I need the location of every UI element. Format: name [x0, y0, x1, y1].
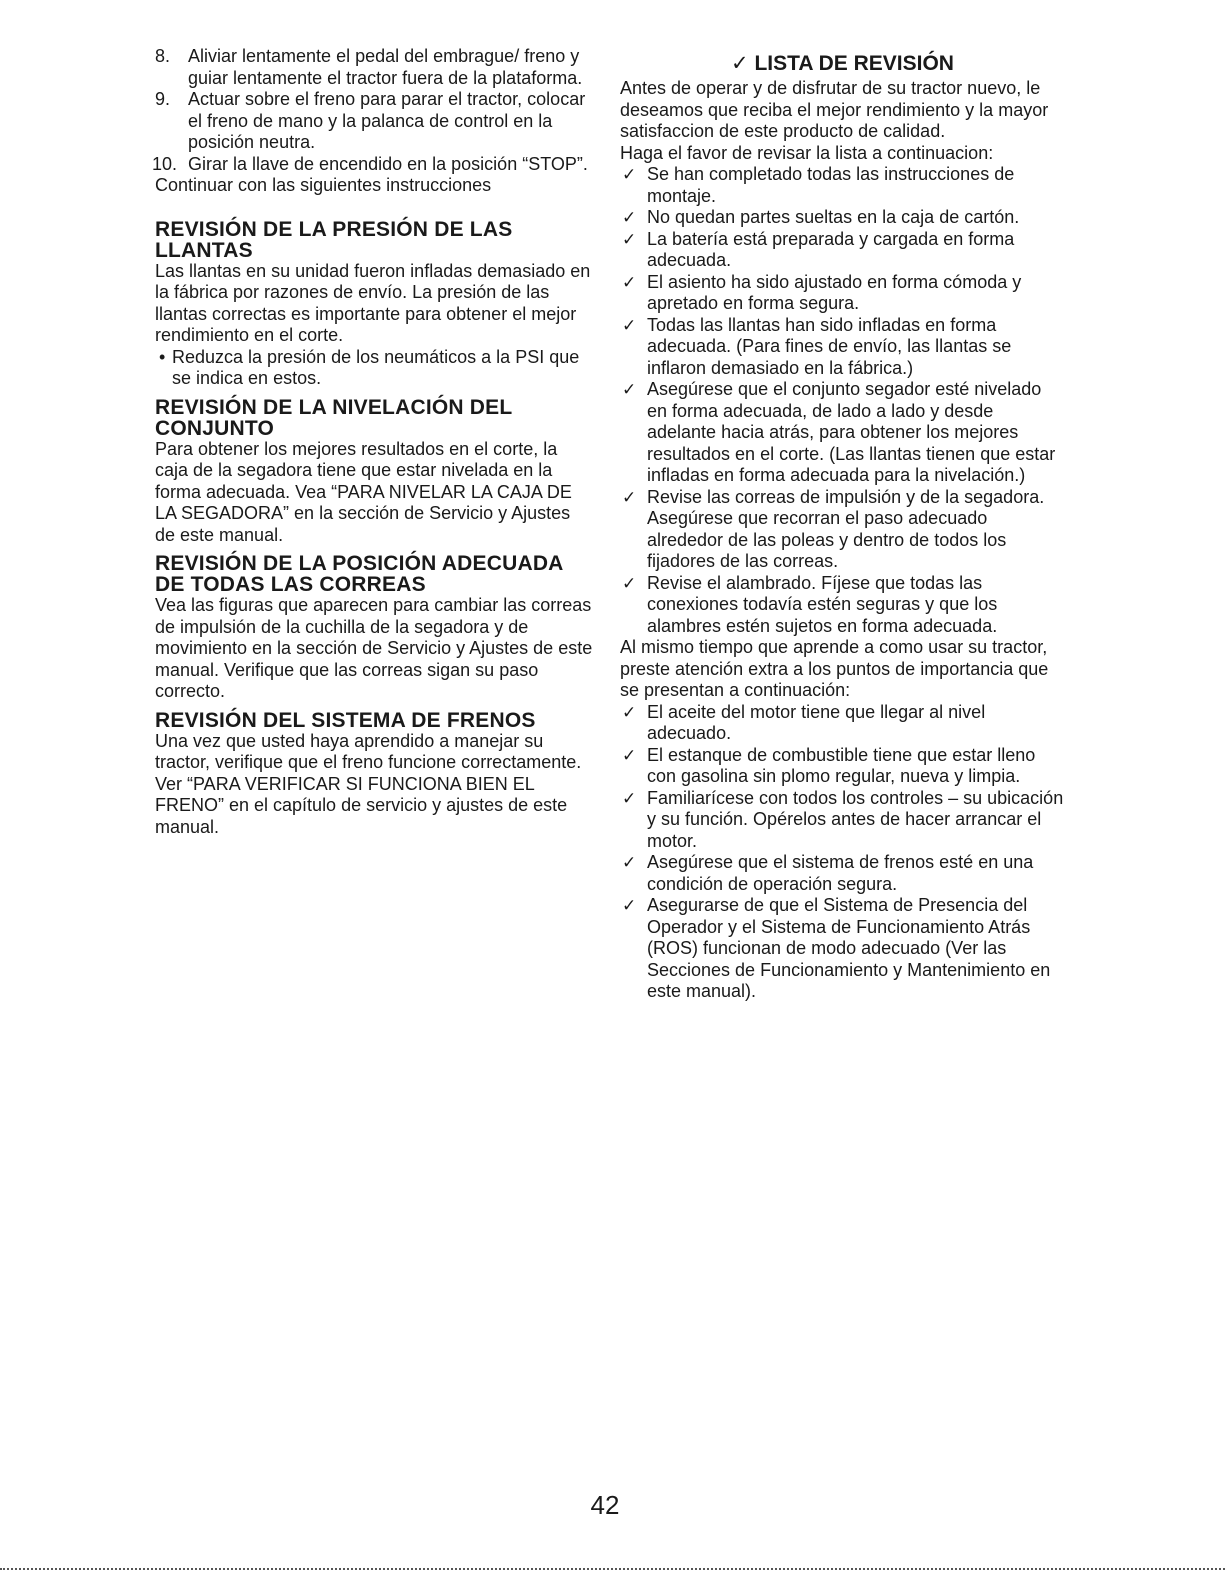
check-mark-icon: ✓: [622, 702, 637, 722]
section-body-tire-pressure: Las llantas en su unidad fueron infladas demasiado en la fábrica por razones de envío. La presión de las llantas correctas es importante para obtener el mejor rendimiento en el corte.: [155, 260, 591, 345]
checklist-title: [620, 52, 1065, 76]
checklist-item: [620, 207, 1065, 229]
step-9: [155, 89, 595, 154]
check-mark-icon: ✓: [622, 745, 637, 765]
check-mark-icon: ✓: [622, 272, 637, 292]
checklist-item: [620, 745, 1065, 788]
check-mark-icon: ✓: [622, 165, 637, 184]
checklist-middle-text: Al mismo tiempo que aprende a como usar su tractor, preste atención extra a los puntos de importancia que se presentan a continuación:: [620, 637, 1049, 700]
checklist-item-text: Revise el alambrado. Fíjese que todas las conexiones todavía estén seguras y que los alambres estén sujetos en forma adecuada.: [647, 572, 998, 636]
checklist-item: [620, 229, 1065, 272]
checklist-item: [620, 487, 1065, 573]
checklist-item: [620, 573, 1065, 638]
check-mark-icon: ✓: [622, 208, 637, 227]
checklist-item: [620, 315, 1065, 380]
checklist-item-text: La batería está preparada y cargada en forma adecuada.: [647, 228, 1015, 270]
checklist-item-text: Revise las correas de impulsión y de la segadora. Asegúrese que recorran el paso adecuado alrededor de las poleas y dentro de todos los fijadores de las correas.: [647, 486, 1045, 571]
checklist-item: [620, 272, 1065, 315]
checklist-item-text: Familiarícese con todos los controles – su ubicación y su función. Opérelos antes de hacer arrancar el motor.: [647, 787, 1064, 851]
step-text: Aliviar lentamente el pedal del embrague/ freno y guiar lentamente el tractor fuera de la plataforma.: [188, 46, 583, 88]
bullet-item: [155, 347, 595, 390]
check-mark-icon: ✓: [622, 315, 637, 335]
checklist-item: [620, 702, 1065, 745]
step-number: 9.: [155, 89, 171, 109]
check-mark-icon: ✓: [622, 229, 637, 249]
step-text: Girar la llave de encendido en la posición “STOP”.: [188, 153, 588, 174]
section-heading-tire-pressure: REVISIÓN DE LA PRESIÓN DE LAS LLANTAS: [155, 217, 513, 262]
checklist-item-text: El aceite del motor tiene que llegar al nivel adecuado.: [647, 701, 986, 743]
checklist-before-operation: [620, 164, 1065, 637]
bullet-icon: •: [159, 346, 166, 367]
checklist-prompt: Haga el favor de revisar la lista a continuacion:: [620, 142, 994, 163]
check-mark-icon: ✓: [622, 853, 637, 872]
check-mark-icon: ✓: [622, 380, 637, 399]
right-column: [620, 52, 1065, 1003]
section-body-belts: Vea las figuras que aparecen para cambiar las correas de impulsión de la cuchilla de la segadora y de movimiento en la sección de Servicio y Ajustes de este manual. Verifique que las correas sigan su paso correcto.: [155, 595, 593, 701]
check-mark-icon: ✓: [622, 788, 637, 808]
checklist-item: [620, 895, 1065, 1003]
checklist-item-text: El estanque de combustible tiene que estar lleno con gasolina sin plomo regular, nueva y limpia.: [647, 744, 1036, 786]
check-mark-icon: ✓: [622, 487, 637, 507]
step-8: [155, 46, 595, 89]
checklist-item-text: Asegúrese que el sistema de frenos esté en una condición de operación segura.: [647, 852, 1034, 894]
checklist-title-text: LISTA DE REVISIÓN: [754, 52, 954, 75]
page-bottom-rule: [0, 1568, 1225, 1570]
checklist-intro: Antes de operar y de disfrutar de su tractor nuevo, le deseamos que reciba el mejor rendimiento y la mayor satisfaccion de este producto de calidad.: [620, 78, 1049, 141]
section-body-deck-level: Para obtener los mejores resultados en el corte, la caja de la segadora tiene que estar nivelada en la forma adecuada. Vea “PARA NIVELAR LA CAJA DE LA SEGADORA” en la sección de Servicio y Ajustes de este manual.: [155, 438, 572, 545]
left-column: [152, 46, 595, 838]
step-10: [152, 153, 595, 176]
checklist-item-text: El asiento ha sido ajustado en forma cómoda y apretado en forma segura.: [647, 271, 1022, 313]
step-number: 10.: [152, 153, 178, 174]
check-mark-icon: ✓: [622, 573, 637, 593]
section-body-brakes: Una vez que usted haya aprendido a manejar su tractor, verifique que el freno funcione correctamente. Ver “PARA VERIFICAR SI FUNCIONA BIEN EL FRENO” en el capítulo de servicio y ajustes de este manual.: [155, 730, 582, 837]
step-text: Actuar sobre el freno para parar el tractor, colocar el freno de mano y la palanca de control en la posición neutra.: [188, 89, 586, 152]
checklist-item-text: Asegurarse de que el Sistema de Presencia del Operador y el Sistema de Funcionamiento Atrás (ROS) funcionan de modo adecuado (Ver las Secciones de Funcionamiento y Mantenimiento en este manual).: [647, 895, 1051, 1001]
checklist-item: [620, 164, 1065, 207]
checklist-item-text: Todas las llantas han sido infladas en forma adecuada. (Para fines de envío, las llantas se inflaron demasiado en la fábrica.): [647, 314, 1012, 378]
step-number: 8.: [155, 46, 171, 66]
checklist-item: [620, 852, 1065, 895]
checklist-item: [620, 788, 1065, 853]
section-heading-deck-level: REVISIÓN DE LA NIVELACIÓN DEL CONJUNTO: [155, 395, 513, 440]
check-mark-icon: ✓: [622, 896, 637, 915]
check-mark-icon: ✓: [731, 52, 749, 75]
checklist-item: [620, 379, 1065, 487]
checklist-while-learning: [620, 702, 1065, 1003]
bullet-text: Reduzca la presión de los neumáticos a la PSI que se indica en estos.: [172, 346, 580, 388]
continue-text: Continuar con las siguientes instrucciones: [155, 175, 492, 195]
section-heading-brakes: REVISIÓN DEL SISTEMA DE FRENOS: [155, 708, 536, 732]
checklist-item-text: Asegúrese que el conjunto segador esté nivelado en forma adecuada, de lado a lado y desde adelante hacia atrás, para obtener los mejores resultados en el corte. (Las llantas tienen que estar infladas en forma adecuada para la nivelación.): [647, 379, 1056, 485]
checklist-item-text: No quedan partes sueltas en la caja de cartón.: [647, 207, 1020, 227]
checklist-item-text: Se han completado todas las instrucciones de montaje.: [647, 164, 1015, 206]
page-number: 42: [590, 1490, 620, 1520]
section-heading-belts: REVISIÓN DE LA POSICIÓN ADECUADA DE TODAS LAS CORREAS: [155, 552, 563, 596]
